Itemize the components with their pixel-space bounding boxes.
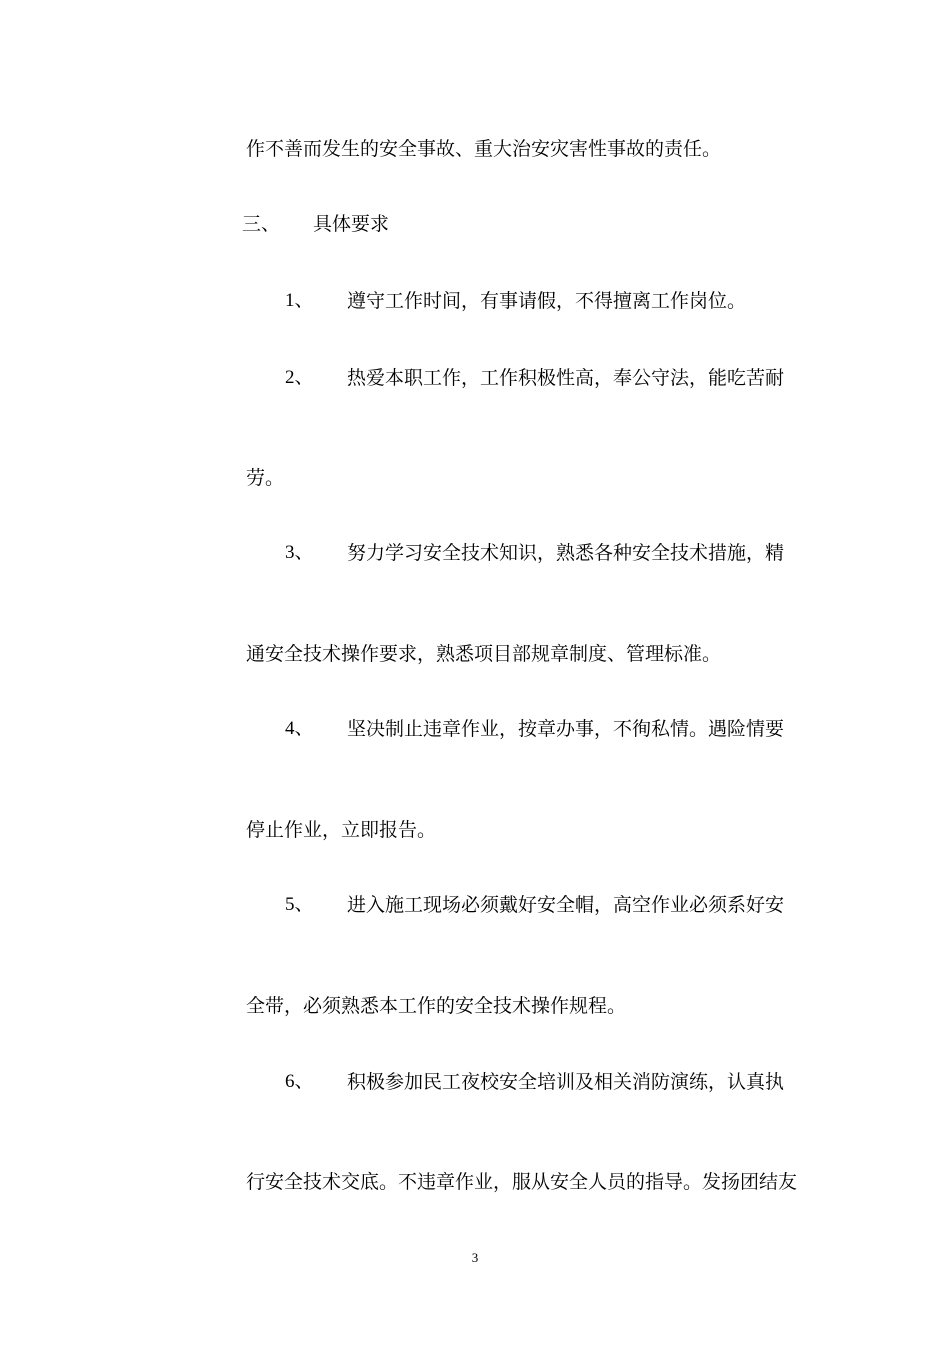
- section-title: 具体要求: [313, 213, 390, 235]
- list-item-number: 4、: [285, 718, 314, 739]
- page-number: 3: [471, 1250, 479, 1265]
- list-item-text: 遵守工作时间，有事请假，不得擅离工作岗位。: [347, 290, 747, 312]
- paragraph-line: 行安全技术交底。不违章作业，服从安全人员的指导。发扬团结友: [246, 1171, 798, 1193]
- list-item-text: 热爱本职工作，工作积极性高，奉公守法，能吃苦耐: [347, 367, 785, 389]
- list-item-number: 3、: [285, 542, 314, 563]
- paragraph-line: 停止作业，立即报告。: [246, 819, 437, 841]
- list-item-number: 1、: [285, 290, 314, 311]
- paragraph-line: 作不善而发生的安全事故、重大治安灾害性事故的责任。: [246, 138, 722, 160]
- section-number: 三、: [242, 213, 281, 235]
- paragraph-line: 劳。: [246, 467, 285, 489]
- paragraph-line: 通安全技术操作要求，熟悉项目部规章制度、管理标准。: [246, 643, 722, 665]
- paragraph-line: 全带，必须熟悉本工作的安全技术操作规程。: [246, 995, 627, 1017]
- list-item-number: 5、: [285, 894, 314, 915]
- list-item-text: 努力学习安全技术知识，熟悉各种安全技术措施，精: [347, 542, 785, 564]
- list-item-text: 坚决制止违章作业，按章办事，不徇私情。遇险情要: [347, 718, 785, 740]
- list-item-number: 6、: [285, 1071, 314, 1092]
- list-item-text: 进入施工现场必须戴好安全帽，高空作业必须系好安: [347, 894, 785, 916]
- list-item-number: 2、: [285, 367, 314, 388]
- list-item-text: 积极参加民工夜校安全培训及相关消防演练，认真执: [347, 1071, 785, 1093]
